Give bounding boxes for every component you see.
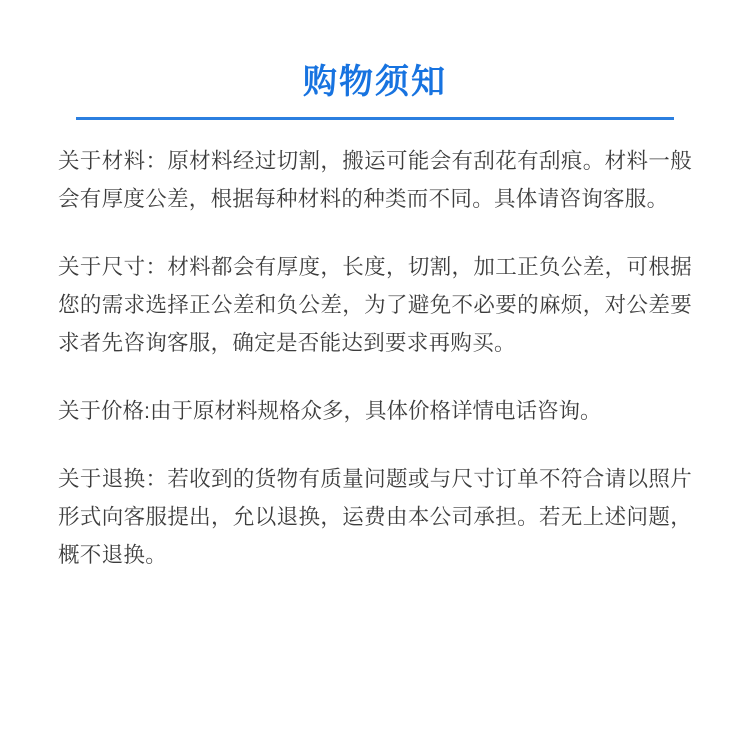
title-block	[58, 0, 692, 120]
page-title: 购物须知	[303, 63, 447, 101]
title-divider	[76, 117, 674, 120]
notice-paragraph-returns: 关于退换：若收到的货物有质量问题或与尺寸订单不符合请以照片形式向客服提出，允以退换，运费由本公司承担。若无上述问题，概不退换。	[58, 466, 692, 567]
notice-paragraph-material: 关于材料：原材料经过切割，搬运可能会有刮花有刮痕。材料一般会有厚度公差，根据每种材料的种类而不同。具体请咨询客服。	[58, 148, 692, 211]
notice-paragraph-size: 关于尺寸：材料都会有厚度，长度，切割，加工正负公差，可根据您的需求选择正公差和负公差，为了避免不必要的麻烦，对公差要求者先咨询客服，确定是否能达到要求再购买。	[58, 254, 692, 355]
notice-paragraph-price: 关于价格:由于原材料规格众多，具体价格详情电话咨询。	[58, 398, 602, 423]
notice-body	[58, 142, 692, 574]
